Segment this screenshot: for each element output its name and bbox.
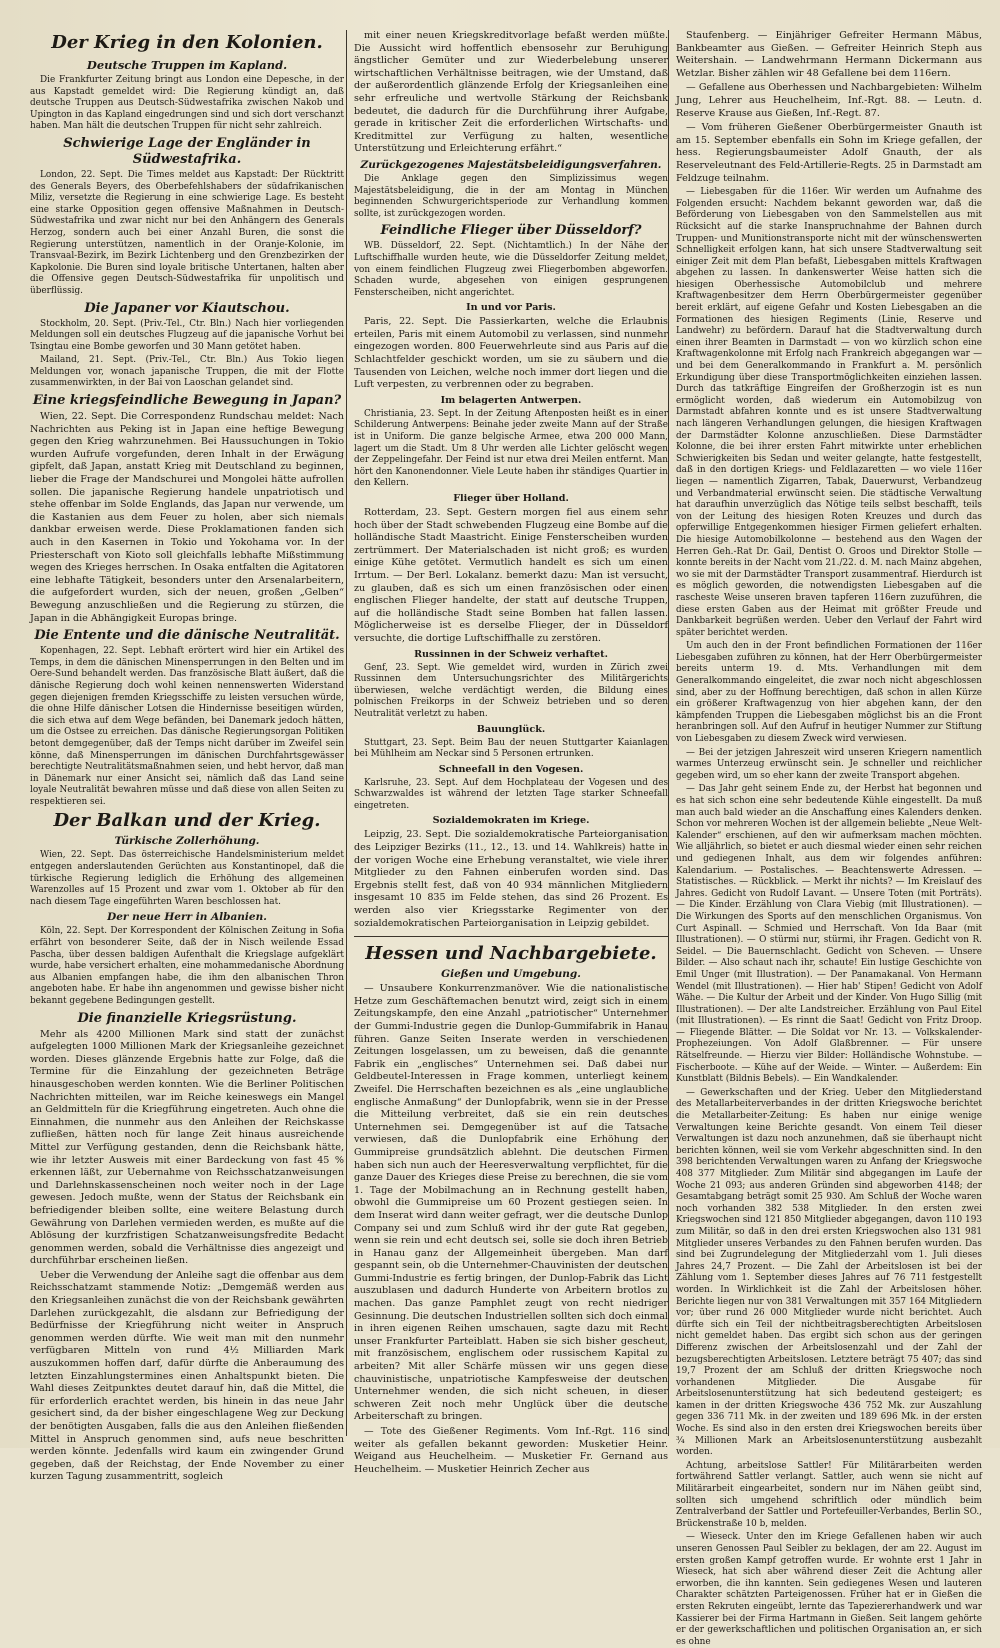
subheadline: Gießen und Umgebung. (441, 968, 581, 981)
headline: Die finanzielle Kriegsrüstung. (77, 1010, 297, 1026)
subheadline: Russinnen in der Schweiz verhaftet. (414, 648, 608, 660)
subheadline: In und vor Paris. (466, 302, 556, 314)
headline-krieg-kolonien: Der Krieg in den Kolonien. (51, 32, 323, 53)
article-paragraph: Köln, 22. Sept. Der Korrespondent der Kölnischen Zeitung in Sofia erfährt von besonderer Seite, daß der in Nisch weilende Essad Pascha, über dessen baldigen Aufenthalt die Kriegslage aufgeklärt wurde, habe versichert erhalten, eine mohammedanische Abordnung aus Albanien empfangen habe, die ihm den albanischen Thron angeboten habe. Er habe ihn angenommen und gewisse bisher nicht bekannt gegebene Bedingungen gestellt. (30, 926, 344, 1006)
article-paragraph: — Wieseck. Unter den im Kriege Gefallenen haben wir auch unseren Genossen Paul Seibler zu beklagen, der am 22. August im ersten großen Kampf getroffen wurde. Er wohnte erst 1 Jahr in Wieseck, hat sich aber während dieser Zeit die Achtung aller erworben, die ihn kannten. Sein gediegenes Wesen und lauteren Charakter schätzten Parteigenossen. Früher hat er in Gießen die ersten Rekruten eingeübt, lernte das Tapeziererhandwerk und war Kassierer bei der Firma Hartmann in Gießen. Seit langem gehörte er der gewerkschaftlichen und politischen Organisation an, er sich es ohne (676, 1532, 982, 1647)
article-paragraph: Mehr als 4200 Millionen Mark sind statt der zunächst aufgelegten 1000 Millionen Mark der Kriegsanleihe gezeichnet worden. Dieses glänzende Ergebnis hatte zur Folge, daß die Termine für die Einzahlung der gezeichneten Beträge hinausgeschoben werden konnten. Wie die Berliner Politischen Nachrichten mitteilen, war im Reiche keineswegs ein Mangel an Geldmitteln für die Kriegführung eingetreten. Auch ohne die Einnahmen, die nunmehr aus den Anleihen der Reichskasse zufließen, hätten noch für lange Zeit hinaus ausreichende Mittel zur Verfügung gestanden, denn die Reichsbank hätte, wie ihr letzter Ausweis mit einer Bardeckung von fast 45 % erkennen läßt, zur Uebernahme von Reichsschatzanweisungen und Darlehnskassenscheinen noch weiter noch in der Lage gewesen. Jedoch mußte, wenn der Status der Reichsbank ein befriedigender bleiben sollte, eine weitere Belastung durch Gewährung von Darlehen vermieden werden, es mußte auf die Ablösung der kurzfristigen Schatzanweisungsfredite Bedacht genommen werden, sobald die Verhältnisse dies angezeigt und durchführbar erscheinen ließen. (30, 1028, 344, 1267)
article-paragraph: Achtung, arbeitslose Sattler! Für Militärarbeiten werden fortwährend Sattler verlangt. Sattler, auch wenn sie nicht auf Militärarbeit eingearbeitet, sondern nur im Nähen geübt sind, sollten sich umgehend schriftlich oder mündlich beim Zentralverband der Sattler und Portefeuiller-Verbandes, Berlin SO., Brückenstraße 10 b, melden. (676, 1460, 982, 1529)
article-paragraph: — Gewerkschaften und der Krieg. Ueber den Mitgliederstand des Metallarbeiterverbandes in der dritten Kriegswoche berichtet die Metallarbeiter-Zeitung: Es haben nur einige wenige Verwaltungen keine Berichte gesandt. Von einem Teil dieser Verwaltungen ist dazu noch anzunehmen, daß sie überhaupt nicht berichten können, weil sie vom Verkehr abgeschnitten sind. In den 398 berichtenden Verwaltungen waren zu Anfang der Kriegswoche 408 377 Mitglieder. Zum Militär sind abgegangen im Laufe der Woche 21 093; aus anderen Gründen sind abgeworben 4148; der Gesamtabgang beträgt somit 25 930. Am Schluß der Woche waren noch vorhanden 382 538 Mitglieder. In den ersten zwei Kriegswochen sind 121 850 Mitglieder abgegangen, davon 110 193 zum Militär, so daß in den drei ersten Kriegswochen also 131 981 Mitglieder unseres Verbandes zu den Fahnen berufen wurden. Das sind bei Zugrundelegung der Mitgliederzahl vom 1. Juli dieses Jahres 24,7 Prozent. — Die Zahl der Arbeitslosen ist bei der Zählung vom 1. September dieses Jahres auf 76 711 festgestellt worden. In Wirklichkeit ist die Zahl der Arbeitslosen höher. Berichte liegen nur von 381 Verwaltungen mit 357 164 Mitgliedern vor; über rund 26 000 Mitglieder wurde nicht berichtet. Auch dürfte sich ein Teil der nichtbeitragsberechtigten Arbeitslosen nicht gemeldet haben. Das ergibt sich schon aus der geringen Differenz zwischen der Arbeitslosenzahl und der Zahl der bezugsberechtigten Arbeitslosen. Letztere beträgt 75 407; das sind 19,7 Prozent der am Schluß der dritten Kriegswoche noch vorhandenen Mitglieder. Die Ausgabe für Arbeitslosenunterstützung hat sich bedeutend gesteigert; es kamen in der dritten Kriegswoche 436 752 Mk. zur Auszahlung gegen 336 711 Mk. in der zweiten und 189 696 Mk. in der ersten Woche. Es sind also in den ersten drei Kriegswochen bereits über ¾ Millionen Mark an Arbeitslosenunterstützung ausbezahlt worden. (676, 1087, 982, 1458)
article-paragraph: Christiania, 23. Sept. In der Zeitung Aftenposten heißt es in einer Schilderung Antwerpens: Beinahe jeder zweite Mann auf der Straße ist in Uniform. Die ganze belgische Armee, etwa 200 000 Mann, lagert um die Stadt. Um 8 Uhr werden alle Lichter gelöscht wegen der Zeppelingefahr. Der Feind ist nur etwa drei Meilen entfernt. Man hört den Kanonendonner. Viele Leute haben ihr ständiges Quartier in den Kellern. (354, 408, 668, 489)
article-paragraph: Staufenberg. — Einjähriger Gefreiter Hermann Mäbus, Bankbeamter aus Gießen. — Gefreiter Heinrich Steph aus Weitershain. — Landwehrmann Hermann Dickermann aus Wetzlar. Bisher zählen wir 48 Gefallene bei dem 116ern. (676, 30, 982, 79)
subheadline: Bauunglück. (476, 723, 546, 735)
headline: Die Japaner vor Kiautschou. (84, 300, 290, 316)
subheadline: Der neue Herr in Albanien. (107, 911, 267, 924)
article-paragraph: — Tote des Gießener Regiments. Vom Inf.-Rgt. 116 sind weiter als gefallen bekannt geworden: Musketier Heinr. Weigand aus Heuchelheim. — Musketier Fr. Gernand aus Heuchelheim. — Musketier Heinrich Zecher aus (354, 1426, 668, 1475)
subheadline: Im belagerten Antwerpen. (440, 394, 582, 406)
article-paragraph: Um auch den in der Front befindlichen Formationen der 116er Liebesgaben zuführen zu können, hat der Herr Oberbürgermeister bereits unterm 19. d. Mts. Verhandlungen mit dem Generalkommando eingeleitet, die zwar noch nicht abgeschlossen sind, aber zu der Hoffnung berechtigen, daß schon in allen Kürze ein größerer Kraftwagenzug von hier abgehen kann, der den kämpfenden Truppen die Liebesgaben möglichst bis an die Front heranbringen soll. Auf den Aufruf in heutiger Nummer zur Stiftung von Liebesgaben zu diesem Zweck wird verwiesen. (676, 641, 982, 745)
subheadline: Flieger über Holland. (453, 493, 569, 504)
section-divider (354, 936, 668, 937)
headline-hessen: Hessen und Nachbargebiete. (365, 943, 657, 965)
article-paragraph: Kopenhagen, 22. Sept. Lebhaft erörtert wird hier ein Artikel des Temps, in dem die dänischen Minensperrungen in den Belten und im Oere-Sund behandelt werden. Das französische Blatt äußert, daß die dänische Regierung doch wohl keinen nennenswerten Widerstand gegen diejenigen fremden Kriegsschiffe zu leisten versuchen würde, die ohne Hilfe dänischer Lotsen die Hindernisse beseitigen würden, die sich etwa auf dem Wege befänden, bei Danemark jedoch hätten, um die Ostsee zu erreichen. Das dänische Regierungsorgan Politiken betont demgegenüber, daß der Temps nicht darüber im Zweifel sein könne, daß Minensperrungen im dänischen Durchfahrtsgewässer berechtigte Neutralitätsmaßnahmen seien, und hebt hervor, daß man in Dänemark nur einer Ansicht sei, nämlich daß das Land seine loyale Neutralität bewahren müsse und daß diese von allen Seiten zu respektieren sei. (30, 646, 344, 807)
column-rule (668, 30, 669, 1436)
article-paragraph: — Gefallene aus Oberhessen und Nachbargebieten: Wilhelm Jung, Lehrer aus Heuchelheim, Inf.-Rgt. 88. — Leutn. d. Reserve Krause aus Gießen, Inf.-Regt. 87. (676, 82, 982, 119)
column-2 (354, 30, 668, 1475)
article-paragraph: — Vom früheren Gießener Oberbürgermeister Gnauth ist am 15. September ebenfalls ein Sohn im Kriege gefallen, der hess. Regierungsbaumeister Adolf Gnauth, der als Reserveleutnant des Feld-Artillerie-Regts. 25 in Darmstadt am Feldzuge teilnahm. (676, 122, 982, 184)
article-paragraph: — Das Jahr geht seinem Ende zu, der Herbst hat begonnen und es hat sich schon eine sehr bedeutende Kühle eingestellt. Da muß man auch bald wieder an die Anschaffung eines Kalenders denken. Schon vor mehreren Wochen ist der allgemein beliebte „Neue Welt-Kalender“ erschienen, auf den wir aufmerksam machen möchten. Wie alljährlich, so bietet er auch diesmal wieder einen sehr reichen und gediegenen Inhalt, aus dem wir folgendes anführen: Kalendarium. — Postalisches. — Beachtenswerte Adressen. — Statistisches. — Rückblick. — Merkt ihr nichts? — Im Kreislauf des Jahres. Gedicht von Rudolf Lavant. — Unsere Toten (mit Porträts). — Die Kinder. Erzählung von Clara Viebig (mit Illustrationen). — Die Wirkungen des Sports auf den menschlichen Organismus. Von Curt Aspinall. — Schmied und Herrschaft. Von Ida Baar (mit Illustrationen). — O stürmi nur, stürmi, ihr Fragen. Gedicht von R. Seidel. — Die Bauernschlacht. Gedicht von Scheven. — Unsere Bilder. — Also schaut nach ihr, schaute! Ein lustige Geschichte von Emil Unger (mit Illustration). — Der Panamakanal. Von Hermann Wendel (mit Illustrationen). — Hier hab' Stipen! Gedicht von Adolf Wähe. — Die Kultur der Arbeit und der Kinder. Von Hugo Sillig (mit Illustrationen). — Der alte Landstreicher. Erzählung von Paul Eitel (mit Illustrationen). — Es rinnt die Saat! Gedicht von Fritz Droop. — Fliegende Blätter. — Die Soldat vor Nr. 13. — Volkskalender-Prophezeiungen. Von Adolf Glaßbrenner. — Für unsere Rätselfreunde. — Hierzu vier Bilder: Holländische Wohnstube. — Fischerboote. — Kühe auf der Weide. — Winter. — Außerdem: Ein Kunstblatt (Bildnis Bebels). — Ein Wandkalender. (676, 784, 982, 1085)
article-paragraph: Leipzig, 23. Sept. Die sozialdemokratische Parteiorganisation des Leipziger Bezirks (11., 12., 13. und 14. Wahlkreis) hatte in der vorigen Woche eine Erhebung veranstaltet, wie viele ihrer Mitglieder zu den Fahnen einberufen worden sind. Das Ergebnis stellt fest, daß von 40 934 männlichen Mitgliedern insgesamt 10 835 im Felde stehen, das sind 26 Prozent. Es werden also vier Kriegsstarke Regimenter von der sozialdemokratischen Parteiorganisation in Leipzig gebildet. (354, 829, 668, 929)
subheadline: Deutsche Truppen im Kapland. (86, 58, 288, 72)
article-paragraph: mit einer neuen Kriegskreditvorlage befaßt werden müßte. Die Aussicht wird hoffentlich ebensosehr zur Beruhigung ängstlicher Gemüter und zur Wiederbelebung unserer wirtschaftlichen Verhältnisse beitragen, wie der Umstand, daß der außerordentlich glänzende Erfolg der Kriegsanleihen eine sehr erfreuliche und wertvolle Stärkung der Reichsbank bedeutet, die dadurch für die Durchführung ihrer Aufgabe, gerade in kritischer Zeit die erforderlichen Wirtschafts- und Kreditmittel zur Verfügung zu halten, wesentliche Unterstützung und Erleichterung erfährt.“ (354, 30, 668, 155)
article-paragraph: — Unsaubere Konkurrenzmanöver. Wie die nationalistische Hetze zum Geschäftemachen benutzt wird, zeigt sich in einem Zeitungskampfe, den eine Anzahl „patriotischer“ Unternehmer der Gummi-Industrie gegen die Dunlop-Gummifabrik in Hanau führen. Ganze Seiten Inserate werden in verschiedenen Zeitungen losgelassen, um zu beweisen, daß die genannte Fabrik ein „englisches“ Unternehmen sei. Daß dabei nur Geldbeutel-Interessen in Frage kommen, unterliegt keinem Zweifel. Die Herrschaften bezeichnen es als „eine unglaubliche englische Anmaßung“ der Dunlopfabrik, wenn sie in der Presse die Mitteilung verbreitet, daß sie ein rein deutsches Unternehmen sei. Demgegenüber ist auf die Tatsache verwiesen, daß die Dunlopfabrik eine Erhöhung der Gummipreise grundsätzlich ablehnt. Die deutschen Firmen haben sich nun auch der Heeresverwaltung verpflichtet, für die ganze Dauer des Krieges diese Preise zu berechnen, die sie vom 1. Tage der Mobilmachung an in Rechnung gestellt haben, obwohl die Gummipreise um 60 Prozent gestiegen seien. In dem Inserat wird dann weiter gefragt, wer die deutsche Dunlop Company sei und zum Schluß wird ihr der gute Rat gegeben, wenn sie rein und echt deutsch sei, solle sie doch ihren Betrieb in Hanau ganz der Allgemeinheit übergeben. Man darf gespannt sein, ob die Unternehmer-Chauvinisten der deutschen Gummi-Industrie es fertig bringen, der Dunlop-Fabrik das Licht auszublasen und dadurch Hunderte von Arbeitern brotlos zu machen. Das ganze Pamphlet zeugt von recht niedriger Gesinnung. Die deutschen Industriellen sollten sich doch einmal in ihren eigenen Reihen umschauen, sagte dazu mit Recht unser Frankfurter Parteiblatt. Haben sie sich bisher gescheut, mit französischem, englischem oder russischem Kapital zu arbeiten? Mit aller Schärfe müssen wir uns gegen diese chauvinistische, unpatriotische Kampfesweise der deutschen Unternehmer wenden, die sich nicht scheuen, in dieser schweren Zeit noch mehr Unglück über die deutsche Arbeiterschaft zu bringen. (354, 983, 668, 1423)
article-paragraph: WB. Düsseldorf, 22. Sept. (Nichtamtlich.) In der Nähe der Luftschiffhalle wurden heute, wie die Düsseldorfer Zeitung meldet, von einem feindlichen Flugzeug zwei Fliegerbomben abgeworfen. Schaden wurde, abgesehen von einigen gesprungenen Fensterscheiben, nicht angerichtet. (354, 241, 668, 298)
article-paragraph: Wien, 22. Sept. Die Correspondenz Rundschau meldet: Nach Nachrichten aus Peking ist in Japan eine heftige Bewegung gegen den Krieg wahrzunehmen. Bei Haussuchungen in Tokio wurden Aufrufe vorgefunden, deren Inhalt in der Erwägung gipfelt, daß Japan, anstatt Krieg mit Deutschland zu beginnen, lieber die Frage der Mandschurei und Mongolei hätte aufrollen sollen. Die japanische Regierung handele unpatriotisch und stehe offenbar im Solde Englands, das Japan nur verwende, um die Kastanien aus dem Feuer zu holen, aber sich niemals dankbar erweisen werde. Diese Proklamationen fanden sich auch in den Kasernen in Tokio und Yokohama vor. In der Priesterschaft von Kioto soll gleichfalls lebhafte Mißstimmung wegen des Krieges herrschen. In Osaka entfalten die Agitatoren eine lebhafte Tätigkeit, besonders unter den Arsenalarbeitern, die aufgefordert wurden, sich der neuen, großen „Gelben“ Bewegung anzuschließen und die Regierung zu stürzen, die Japan in die Abhängigkeit Europas bringe. (30, 411, 344, 624)
article-paragraph: — Liebesgaben für die 116er. Wir werden um Aufnahme des Folgenden ersucht: Nachdem bekannt geworden war, daß die Beförderung von Liebesgaben von den Sammelstellen aus mit Rücksicht auf die starke Inanspruchnahme der Bahnen durch Truppen- und Munitionstransporte nicht mit der wünschenswerten Schnelligkeit erfolgen kann, hat sich unsere Stadtverwaltung seit einiger Zeit mit dem Plan befaßt, Liebesgaben mittels Kraftwagen abgehen zu lassen. In dankenswerter Weise hatten sich die hiesigen Oberhessische Automobilclub und mehrere Kraftwagenbesitzer dem Herrn Oberbürgermeister gegenüber bereit erklärt, auf eigene Gefahr und Kosten Liebesgaben an die Formationen des hiesigen Regiments (Linie, Reserve und Landwehr) zu befördern. Darauf hat die Stadtverwaltung durch einen ihrer Beamten in Darmstadt — von wo kürzlich schon eine Kraftwagenkolonne mit Erfolg nach Frankreich abgegangen war — und bei dem Generalkommando in Frankfurt a. M. persönlich Erkundigung über diese Transportmöglichkeiten einziehen lassen. Durch das tatkräftige Eingreifen der Großherzogin ist es nun ermöglicht worden, daß wiederum ein Automobilzug von Darmstadt abfahren konnte und es ist unsere Stadtverwaltung nach längeren Verhandlungen gelungen, die hiesigen Kraftwagen der Darmstädter Kolonne anzuschließen. Diese Darmstädter Kolonne, die bei ihrer ersten Fahrt mitwirkte unter erheblichen Schwierigkeiten bis Sedan und weiter gelangte, hatte festgestellt, daß in den dortigen Kriegs- und Feldlazaretten — wo viele 116er liegen — namentlich Zigarren, Tabak, Dauerwurst, Verbandzeug und Verbandmaterial erwünscht seien. Die städtische Verwaltung hat daraufhin unverzüglich das Nötige teils selbst beschafft, teils von der Leitung des hiesigen Roten Kreuzes und durch das opferwillige Entgegenkommen hiesiger Firmen geliefert erhalten. Die hiesige Automobilkolonne — bestehend aus den Wagen der Herren Geh.-Rat Dr. Gail, Dentist O. Groos und Direktor Stolle — konnte bereits in der Nacht vom 21./22. d. M. nach Mainz abgehen, wo sie mit der Darmstädter Transport zusammentraf. Hierdurch ist es möglich geworden, die notwendigsten Liebesgaben auf die rascheste Weise unseren braven tapferen 116ern zuzuführen, die diese ersten Gaben aus der Heimat mit größter Freude und Dankbarkeit begrüßen werden. Ueber den Verlauf der Fahrt wird später berichtet werden. (676, 187, 982, 638)
article-paragraph: — Bei der jetzigen Jahreszeit wird unseren Kriegern namentlich warmes Unterzeug erwünscht sein. Je schneller und reichlicher gegeben wird, um so eher kann der zweite Transport abgehen. (676, 747, 982, 781)
article-paragraph: Stockholm, 20. Sept. (Priv.-Tel., Ctr. Bln.) Nach hier vorliegenden Meldungen soll ein deutsches Flugzeug auf die japanische Vorhut bei Tsingtau eine Bombe geworfen und 30 Mann getötet haben. (30, 318, 344, 352)
article-paragraph: Mailand, 21. Sept. (Priv.-Tel., Ctr. Bln.) Aus Tokio liegen Meldungen vor, wonach japanische Truppen, die mit der Flotte zusammenwirkten, in der Bai von Laoschan gelandet sind. (30, 355, 344, 389)
headline: Feindliche Flieger über Düsseldorf? (380, 223, 642, 239)
article-paragraph: Die Frankfurter Zeitung bringt aus London eine Depesche, in der aus Kapstadt gemeldet wird: Die Regierung kündigt an, daß deutsche Truppen aus Deutsch-Südwestafrika zwischen Nakob und Upington in das Kapland eingedrungen sind und sich dort verschanzt haben. Man hält die deutschen Truppen für nicht sehr zahlreich. (30, 75, 344, 132)
headline-balkan: Der Balkan und der Krieg. (53, 810, 321, 832)
article-paragraph: Wien, 22. Sept. Das österreichische Handelsministerium meldet entgegen anderslautenden Gerüchten aus Konstantinopel, daß die türkische Regierung lediglich die Erhöhung des allgemeinen Warenzolles auf 15 Prozent und zwar vom 1. Oktober ab für den nach diesem Tage eingeführten Waren beschlossen hat. (30, 850, 344, 907)
article-paragraph: Ueber die Verwendung der Anleihe sagt die offenbar aus dem Reichsschatzamt stammende Notiz: „Demgemäß werden aus den Kriegsanleihen zunächst die von der Reichsbank gewährten Darlehen zurückgezahlt, die alsdann zur Befriedigung der Bedürfnisse der Kriegführung nicht weiter in Anspruch genommen werden dürfte. Wie weit man mit den nunmehr verfügbaren Mitteln von rund 4½ Milliarden Mark auszukommen hoffen darf, dafür dürfte die Anberaumung des letzten Einzahlungstermines einen Anhaltspunkt bieten. Die Wahl dieses Zeitpunktes deutet darauf hin, daß die Mittel, die für erforderlich erachtet werden, bis hinein in das neue Jahr gesichert sind, da der bisher eingeschlagene Weg zur Deckung der benötigten Ausgaben, falls die aus den Anleihen fließenden Mittel in Anspruch genommen sind, aufs neue beschritten werden könnte. Jedenfalls wird kaum ein zwingender Grund gegeben, daß der Reichstag, der Ende November zu einer kurzen Tagung zusammentritt, sogleich (30, 1269, 344, 1483)
subheadline: Sozialdemokraten im Kriege. (432, 815, 590, 827)
article-paragraph: London, 22. Sept. Die Times meldet aus Kapstadt: Der Rücktritt des Generals Beyers, des Oberbefehlshabers der südafrikanischen Miliz, versetzte die Regierung in eine schwierige Lage. Es besteht eine starke Opposition gegen offensive Maßnahmen in Deutsch-Südwestafrika und zwar nicht nur bei den Anhängern des Generals Herzog, sondern auch bei einer Anzahl Buren, die sonst die Regierung unterstützen, namentlich in der Oranje-Kolonie, im Transvaal-Bezirk, im Bezirk Lichtenberg und den Grenzbezirken der Kapkolonie. Die Buren sind loyale britische Untertanen, halten aber die Offensive gegen Deutsch-Südwestafrika für unpolitisch und überflüssig. (30, 169, 344, 296)
article-paragraph: Karlsruhe, 23. Sept. Auf dem Hochplateau der Vogesen und des Schwarzwaldes ist während der letzten Tage starker Schneefall eingetreten. (354, 777, 668, 811)
article-paragraph: Die Anklage gegen den Simplizissimus wegen Majestätsbeleidigung, die in der am Montag in München beginnenden Schwurgerichtsperiode zur Verhandlung kommen sollte, ist zurückgezogen worden. (354, 173, 668, 219)
column-1 (30, 30, 344, 1483)
column-3 (676, 30, 982, 1647)
headline: Eine kriegsfeindliche Bewegung in Japan? (32, 393, 342, 409)
headline: Schwierige Lage der Engländer in Südwestafrika. (63, 135, 311, 167)
subheadline: Türkische Zollerhöhung. (114, 835, 260, 848)
headline: Die Entente und die dänische Neutralität. (34, 628, 340, 644)
article-paragraph: Rotterdam, 23. Sept. Gestern morgen fiel aus einem sehr hoch über der Stadt schwebenden Flugzeug eine Bombe auf die holländische Stadt Maastricht. Einige Fensterscheiben wurden zertrümmert. Der Materialschaden ist nicht groß; es wurden einige Kühe getötet. Vermutlich handelt es sich um einen Irrtum. — Der Berl. Lokalanz. bemerkt dazu: Man ist versucht, zu glauben, daß es sich um einen französischen oder einen englischen Flieger handelte, der statt auf deutsche Truppen, auf die holländische Stadt seine Bomben hat fallen lassen. Möglicherweise ist es derselbe Flieger, der in Düsseldorf versuchte, die dortige Luftschiffhalle zu zerstören. (354, 507, 668, 644)
subheadline: Schneefall in den Vogesen. (438, 763, 584, 775)
column-rule (346, 30, 347, 1436)
article-paragraph: Genf, 23. Sept. Wie gemeldet wird, wurden in Zürich zwei Russinnen dem Untersuchungsrichter des Militärgerichts überwiesen, welche verdächtigt werden, die Bildung eines polnischen Freikorps in der Schweiz betrieben und so deren Neutralität verletzt zu haben. (354, 662, 668, 719)
headline: Zurückgezogenes Majestätsbeleidigungsverfahren. (360, 158, 662, 171)
article-paragraph: Paris, 22. Sept. Die Passierkarten, welche die Erlaubnis erteilen, Paris mit einem Automobil zu verlassen, sind nunmehr eingezogen worden. 800 Feuerwehrleute sind aus Paris auf die Schlachtfelder geschickt worden, um sie zu säubern und die Tausenden von Leichen, welche noch immer dort liegen und die Luft verpesten, zu verbrennen oder zu begraben. (354, 316, 668, 391)
article-paragraph: Stuttgart, 23. Sept. Beim Bau der neuen Stuttgarter Kaianlagen bei Mühlheim am Neckar sind 5 Personen ertrunken. (354, 737, 668, 760)
